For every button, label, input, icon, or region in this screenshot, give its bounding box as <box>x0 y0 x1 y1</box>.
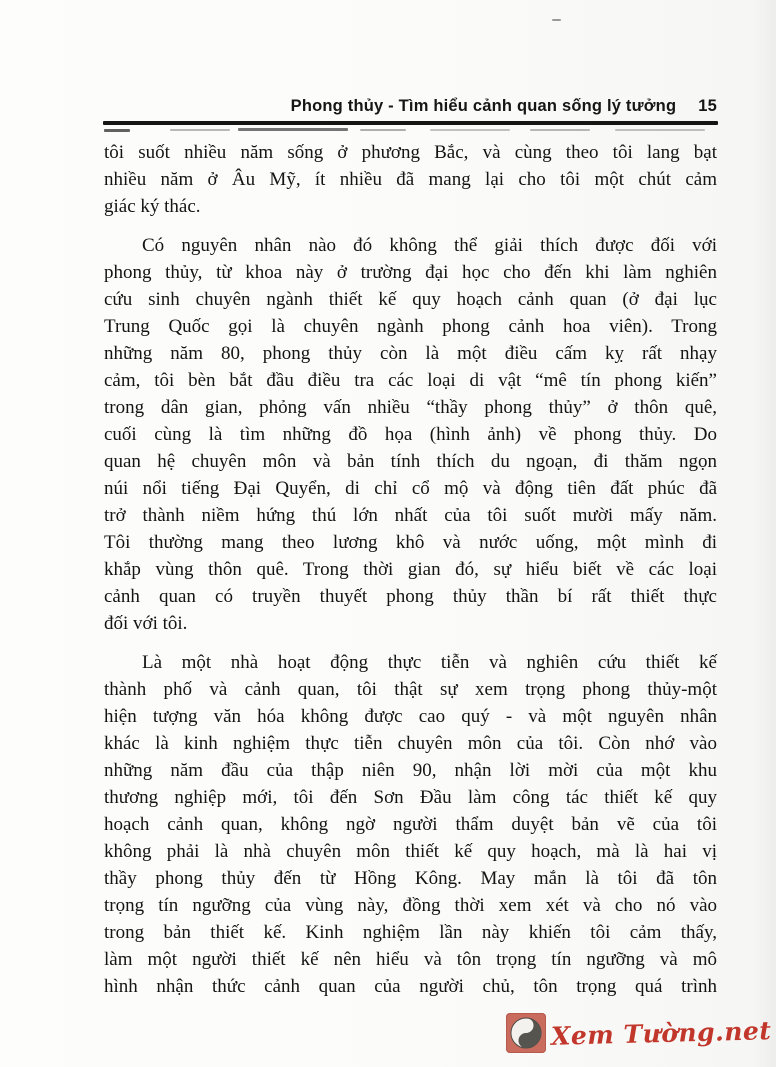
running-header-title: Phong thủy - Tìm hiểu cảnh quan sống lý tưởng <box>290 97 677 115</box>
text-line: cuối cùng là tìm những đồ họa (hình ảnh) về phong thủy. Do <box>104 424 717 445</box>
text-line: Tôi thường mang theo lương khô và nước uống, một mình đi <box>104 532 717 553</box>
text-line: làm một người thiết kế nên hiểu và tôn trọng tín ngưỡng và mô <box>104 949 717 970</box>
watermark-text: Xem Tường.net <box>550 1015 772 1051</box>
text-line: Trung Quốc gọi là chuyên ngành phong cảnh hoa viên). Trong <box>104 316 717 337</box>
scan-smudge <box>104 129 130 132</box>
scan-artifact-dash <box>552 19 561 21</box>
text-line: cứu sinh chuyên ngành thiết kế quy hoạch cảnh quan (ở đại lục <box>104 289 717 310</box>
text-line: đối với tôi. <box>104 613 188 634</box>
text-line: nhiều năm ở Âu Mỹ, ít nhiều đã mang lại cho tôi một chút cảm <box>104 169 717 190</box>
scan-smudge <box>360 129 406 131</box>
text-line: cảm, tôi bèn bắt đầu điều tra các loại di vật “mê tín phong kiến” <box>104 370 717 391</box>
text-line: khắp vùng thôn quê. Trong thời gian đó, sự hiểu biết về các loại <box>104 559 717 580</box>
scan-smudge <box>430 129 510 131</box>
yin-yang-icon <box>506 1013 546 1053</box>
text-line: quan hệ chuyên môn và bản tính thích du ngoạn, đi thăm ngọn <box>104 451 717 472</box>
text-line: giác ký thác. <box>104 196 201 217</box>
running-header <box>104 97 717 116</box>
text-line: trở thành niềm hứng thú lớn nhất của tôi suốt mười mấy năm. <box>104 505 717 526</box>
text-line: những năm 80, phong thủy còn là một điều cấm kỵ rất nhạy <box>104 343 717 364</box>
text-line: tôi suốt nhiều năm sống ở phương Bắc, và cùng theo tôi lang bạt <box>104 142 717 163</box>
text-line: thầy phong thủy đến từ Hồng Kông. May mắn là tôi đã tôn <box>104 868 717 889</box>
text-line: Là một nhà hoạt động thực tiễn và nghiên cứu thiết kế <box>142 652 717 673</box>
text-line: trọng tín ngưỡng của vùng này, đồng thời xem xét và cho nó vào <box>104 895 717 916</box>
text-line: hiện tượng văn hóa không được cao quý - và một nguyên nhân <box>104 706 717 727</box>
text-line: khác là kinh nghiệm thực tiễn chuyên môn của tôi. Còn nhớ vào <box>104 733 717 754</box>
page-number: 15 <box>698 97 717 115</box>
paragraph <box>104 232 717 637</box>
text-line: trong bản thiết kế. Kinh nghiệm lần này khiến tôi cảm thấy, <box>104 922 717 943</box>
text-line: không phải là nhà chuyên môn thiết kế quy hoạch, mà là hai vị <box>104 841 717 862</box>
scan-smudge <box>238 128 348 131</box>
text-line: Có nguyên nhân nào đó không thể giải thích được đối với <box>142 235 717 256</box>
text-line: thành phố và cảnh quan, tôi thật sự xem trọng phong thủy-một <box>104 679 717 700</box>
text-line: hoạch cảnh quan, không ngờ người thẩm duyệt bản vẽ của tôi <box>104 814 717 835</box>
text-line: thương nghiệp mới, tôi đến Sơn Đầu làm công tác thiết kế quy <box>104 787 717 808</box>
text-line: cảnh quan có truyền thuyết phong thủy thần bí rất thiết thực <box>104 586 717 607</box>
scan-smudge <box>530 129 590 131</box>
text-line: hình nhận thức cảnh quan của người chủ, tôn trọng quá trình <box>104 976 717 997</box>
text-line: núi nổi tiếng Đại Quyển, di chỉ cổ mộ và động tiên đất phúc đã <box>104 478 717 499</box>
paragraph <box>104 649 717 1000</box>
scan-smudge <box>615 129 705 131</box>
text-line: phong thủy, từ khoa này ở trường đại học cho đến khi làm nghiên <box>104 262 717 283</box>
watermark <box>506 1013 771 1053</box>
scan-smudge <box>170 129 230 131</box>
header-rule <box>103 121 718 125</box>
paragraph <box>104 139 717 220</box>
body-text <box>104 139 717 1000</box>
text-line: những năm đầu của thập niên 90, nhận lời mời của một khu <box>104 760 717 781</box>
text-line: trong dân gian, phỏng vấn nhiều “thầy phong thủy” ở thôn quê, <box>104 397 717 418</box>
